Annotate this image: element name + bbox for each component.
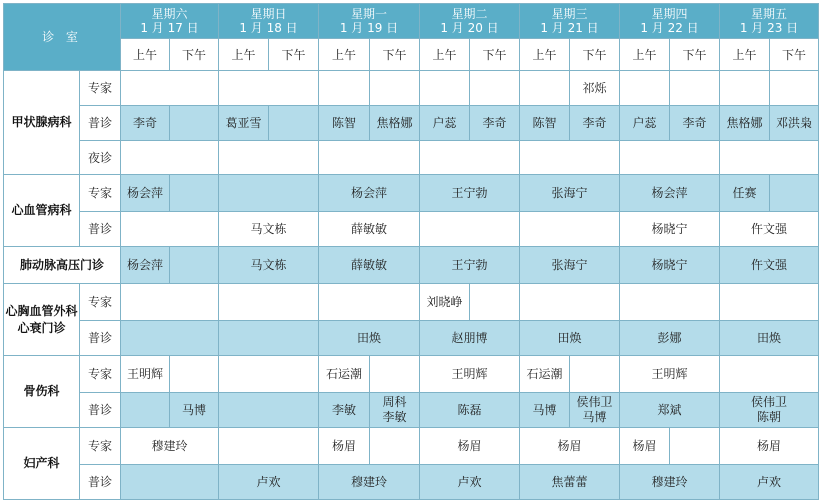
department-name: 甲状腺病科: [4, 71, 80, 175]
doctor-name: 马博: [520, 393, 570, 428]
day-date: 1 月 21 日: [540, 21, 599, 35]
doctor-name: 焦蕾蕾: [520, 465, 620, 500]
doctor-name: 田焕: [319, 321, 420, 356]
doctor-name: 穆建玲: [319, 465, 420, 500]
doctor-name: 葛亚雪: [219, 106, 269, 141]
department-name: 心血管病科: [4, 175, 80, 247]
schedule-row: [4, 212, 819, 247]
empty-slot: [470, 71, 520, 106]
doctor-name: 卢欢: [219, 465, 319, 500]
morning-header: 上午: [420, 39, 470, 71]
department-name: 妇产科: [4, 428, 80, 500]
empty-slot: [319, 284, 420, 321]
day-date: 1 月 20 日: [440, 21, 499, 35]
empty-slot: [219, 428, 319, 465]
doctor-name: 焦格娜: [370, 106, 420, 141]
doctor-name: 仵文强: [720, 247, 819, 284]
empty-slot: [770, 175, 819, 212]
doctor-name: 邓洪枭: [770, 106, 819, 141]
empty-slot: [620, 141, 720, 175]
day-name: 星期五: [750, 7, 787, 21]
morning-header: 上午: [219, 39, 269, 71]
afternoon-header: 下午: [670, 39, 720, 71]
schedule-row: [4, 428, 819, 465]
department-name: 骨伤科: [4, 356, 80, 428]
day-name: 星期三: [551, 7, 588, 21]
empty-slot: [219, 141, 319, 175]
doctor-name: 赵朋博: [420, 321, 520, 356]
empty-slot: [720, 141, 819, 175]
empty-slot: [219, 284, 319, 321]
schedule-row: [4, 356, 819, 393]
doctor-name: 王明辉: [121, 356, 170, 393]
day-date: 1 月 17 日: [140, 21, 199, 35]
schedule-row: [4, 106, 819, 141]
day-header: [520, 4, 620, 39]
clinic-schedule-table: [3, 3, 819, 500]
empty-slot: [620, 71, 670, 106]
empty-slot: [770, 71, 819, 106]
doctor-name: 陈智: [319, 106, 370, 141]
empty-slot: [121, 321, 219, 356]
empty-slot: [219, 393, 319, 428]
schedule-row: [4, 175, 819, 212]
empty-slot: [570, 356, 620, 393]
doctor-name: 王宁勃: [420, 175, 520, 212]
doctor-name: 李奇: [670, 106, 720, 141]
clinic-type: 专家: [80, 428, 121, 465]
doctor-name: 薛敏敏: [319, 247, 420, 284]
doctor-name: 杨眉: [319, 428, 370, 465]
doctor-name: 周科 李敏: [370, 393, 420, 428]
afternoon-header: 下午: [170, 39, 219, 71]
empty-slot: [520, 71, 570, 106]
doctor-name: 王明辉: [620, 356, 720, 393]
day-date: 1 月 23 日: [739, 21, 799, 35]
doctor-name: 田焕: [520, 321, 620, 356]
empty-slot: [420, 141, 520, 175]
empty-slot: [121, 141, 219, 175]
doctor-name: 侯伟卫 陈朝: [720, 393, 819, 428]
empty-slot: [170, 356, 219, 393]
header-clinic-label: 诊 室: [4, 4, 121, 71]
day-name: 星期二: [451, 7, 488, 21]
doctor-name: 杨眉: [520, 428, 620, 465]
empty-slot: [121, 212, 219, 247]
doctor-name: 陈智: [520, 106, 570, 141]
empty-slot: [170, 175, 219, 212]
doctor-name: 李奇: [470, 106, 520, 141]
clinic-type: 普诊: [80, 212, 121, 247]
morning-header: 上午: [520, 39, 570, 71]
doctor-name: 杨会萍: [319, 175, 420, 212]
empty-slot: [319, 71, 370, 106]
doctor-name: 薛敏敏: [319, 212, 420, 247]
schedule-row: [4, 465, 819, 500]
day-name: 星期六: [151, 7, 188, 21]
doctor-name: 杨晓宁: [620, 212, 720, 247]
doctor-name: 郑斌: [620, 393, 720, 428]
doctor-name: 杨眉: [620, 428, 670, 465]
doctor-name: 祁烁: [570, 71, 620, 106]
doctor-name: 户蕊: [620, 106, 670, 141]
afternoon-header: 下午: [269, 39, 319, 71]
doctor-name: 杨会萍: [121, 247, 170, 284]
doctor-name: 田焕: [720, 321, 819, 356]
afternoon-header: 下午: [570, 39, 620, 71]
header-days-row: [4, 4, 819, 39]
clinic-type: 普诊: [80, 106, 121, 141]
doctor-name: 王宁勃: [420, 247, 520, 284]
doctor-name: 杨眉: [720, 428, 819, 465]
empty-slot: [219, 356, 319, 393]
doctor-name: 仵文强: [720, 212, 819, 247]
department-name: 肺动脉高压门诊: [4, 247, 121, 284]
doctor-name: 石运潮: [319, 356, 370, 393]
empty-slot: [170, 247, 219, 284]
empty-slot: [720, 71, 770, 106]
day-date: 1 月 18 日: [239, 21, 298, 35]
morning-header: 上午: [620, 39, 670, 71]
doctor-name: 石运潮: [520, 356, 570, 393]
day-name: 星期四: [651, 7, 688, 21]
doctor-name: 马文栋: [219, 247, 319, 284]
doctor-name: 彭娜: [620, 321, 720, 356]
doctor-name: 侯伟卫 马博: [570, 393, 620, 428]
morning-header: 上午: [319, 39, 370, 71]
empty-slot: [470, 284, 520, 321]
doctor-name: 李敏: [319, 393, 370, 428]
doctor-name: 马博: [170, 393, 219, 428]
doctor-name: 杨晓宁: [620, 247, 720, 284]
empty-slot: [219, 321, 319, 356]
day-date: 1 月 22 日: [640, 21, 699, 35]
doctor-name: 张海宁: [520, 175, 620, 212]
empty-slot: [269, 106, 319, 141]
day-header: [121, 4, 219, 39]
doctor-name: 杨会萍: [620, 175, 720, 212]
clinic-type: 专家: [80, 71, 121, 106]
empty-slot: [219, 71, 319, 106]
schedule-row: [4, 71, 819, 106]
empty-slot: [620, 284, 720, 321]
afternoon-header: 下午: [470, 39, 520, 71]
doctor-name: 焦格娜: [720, 106, 770, 141]
empty-slot: [121, 393, 170, 428]
doctor-name: 李奇: [570, 106, 620, 141]
empty-slot: [670, 71, 720, 106]
empty-slot: [670, 428, 720, 465]
empty-slot: [370, 428, 420, 465]
empty-slot: [520, 284, 620, 321]
empty-slot: [219, 175, 319, 212]
empty-slot: [720, 356, 819, 393]
schedule-row: [4, 141, 819, 175]
empty-slot: [121, 71, 219, 106]
department-name: 心胸血管外科 心衰门诊: [4, 284, 80, 356]
clinic-type: 普诊: [80, 321, 121, 356]
clinic-type: 夜诊: [80, 141, 121, 175]
afternoon-header: 下午: [770, 39, 819, 71]
doctor-name: 陈磊: [420, 393, 520, 428]
day-name: 星期一: [350, 7, 387, 21]
doctor-name: 户蕊: [420, 106, 470, 141]
day-header: [219, 4, 319, 39]
schedule-row: [4, 247, 819, 284]
doctor-name: 卢欢: [720, 465, 819, 500]
doctor-name: 王明辉: [420, 356, 520, 393]
header-ampm-row: [4, 39, 819, 71]
empty-slot: [370, 71, 420, 106]
day-header: [620, 4, 720, 39]
doctor-name: 穆建玲: [620, 465, 720, 500]
afternoon-header: 下午: [370, 39, 420, 71]
empty-slot: [720, 284, 819, 321]
doctor-name: 卢欢: [420, 465, 520, 500]
schedule-body: [4, 71, 819, 500]
schedule-row: [4, 321, 819, 356]
doctor-name: 杨眉: [420, 428, 520, 465]
empty-slot: [370, 356, 420, 393]
clinic-type: 专家: [80, 284, 121, 321]
doctor-name: 刘晓峥: [420, 284, 470, 321]
doctor-name: 李奇: [121, 106, 170, 141]
doctor-name: 任赛: [720, 175, 770, 212]
morning-header: 上午: [720, 39, 770, 71]
doctor-name: 穆建玲: [121, 428, 219, 465]
doctor-name: 马文栋: [219, 212, 319, 247]
empty-slot: [520, 141, 620, 175]
empty-slot: [121, 465, 219, 500]
schedule-row: [4, 393, 819, 428]
day-date: 1 月 19 日: [339, 21, 399, 35]
day-header: [720, 4, 819, 39]
empty-slot: [121, 284, 219, 321]
doctor-name: 张海宁: [520, 247, 620, 284]
clinic-type: 专家: [80, 356, 121, 393]
day-name: 星期日: [250, 7, 287, 21]
day-header: [420, 4, 520, 39]
morning-header: 上午: [121, 39, 170, 71]
empty-slot: [170, 106, 219, 141]
doctor-name: 杨会萍: [121, 175, 170, 212]
empty-slot: [420, 71, 470, 106]
day-header: [319, 4, 420, 39]
clinic-type: 普诊: [80, 393, 121, 428]
clinic-type: 专家: [80, 175, 121, 212]
empty-slot: [319, 141, 420, 175]
empty-slot: [420, 212, 520, 247]
clinic-type: 普诊: [80, 465, 121, 500]
schedule-row: [4, 284, 819, 321]
empty-slot: [520, 212, 620, 247]
